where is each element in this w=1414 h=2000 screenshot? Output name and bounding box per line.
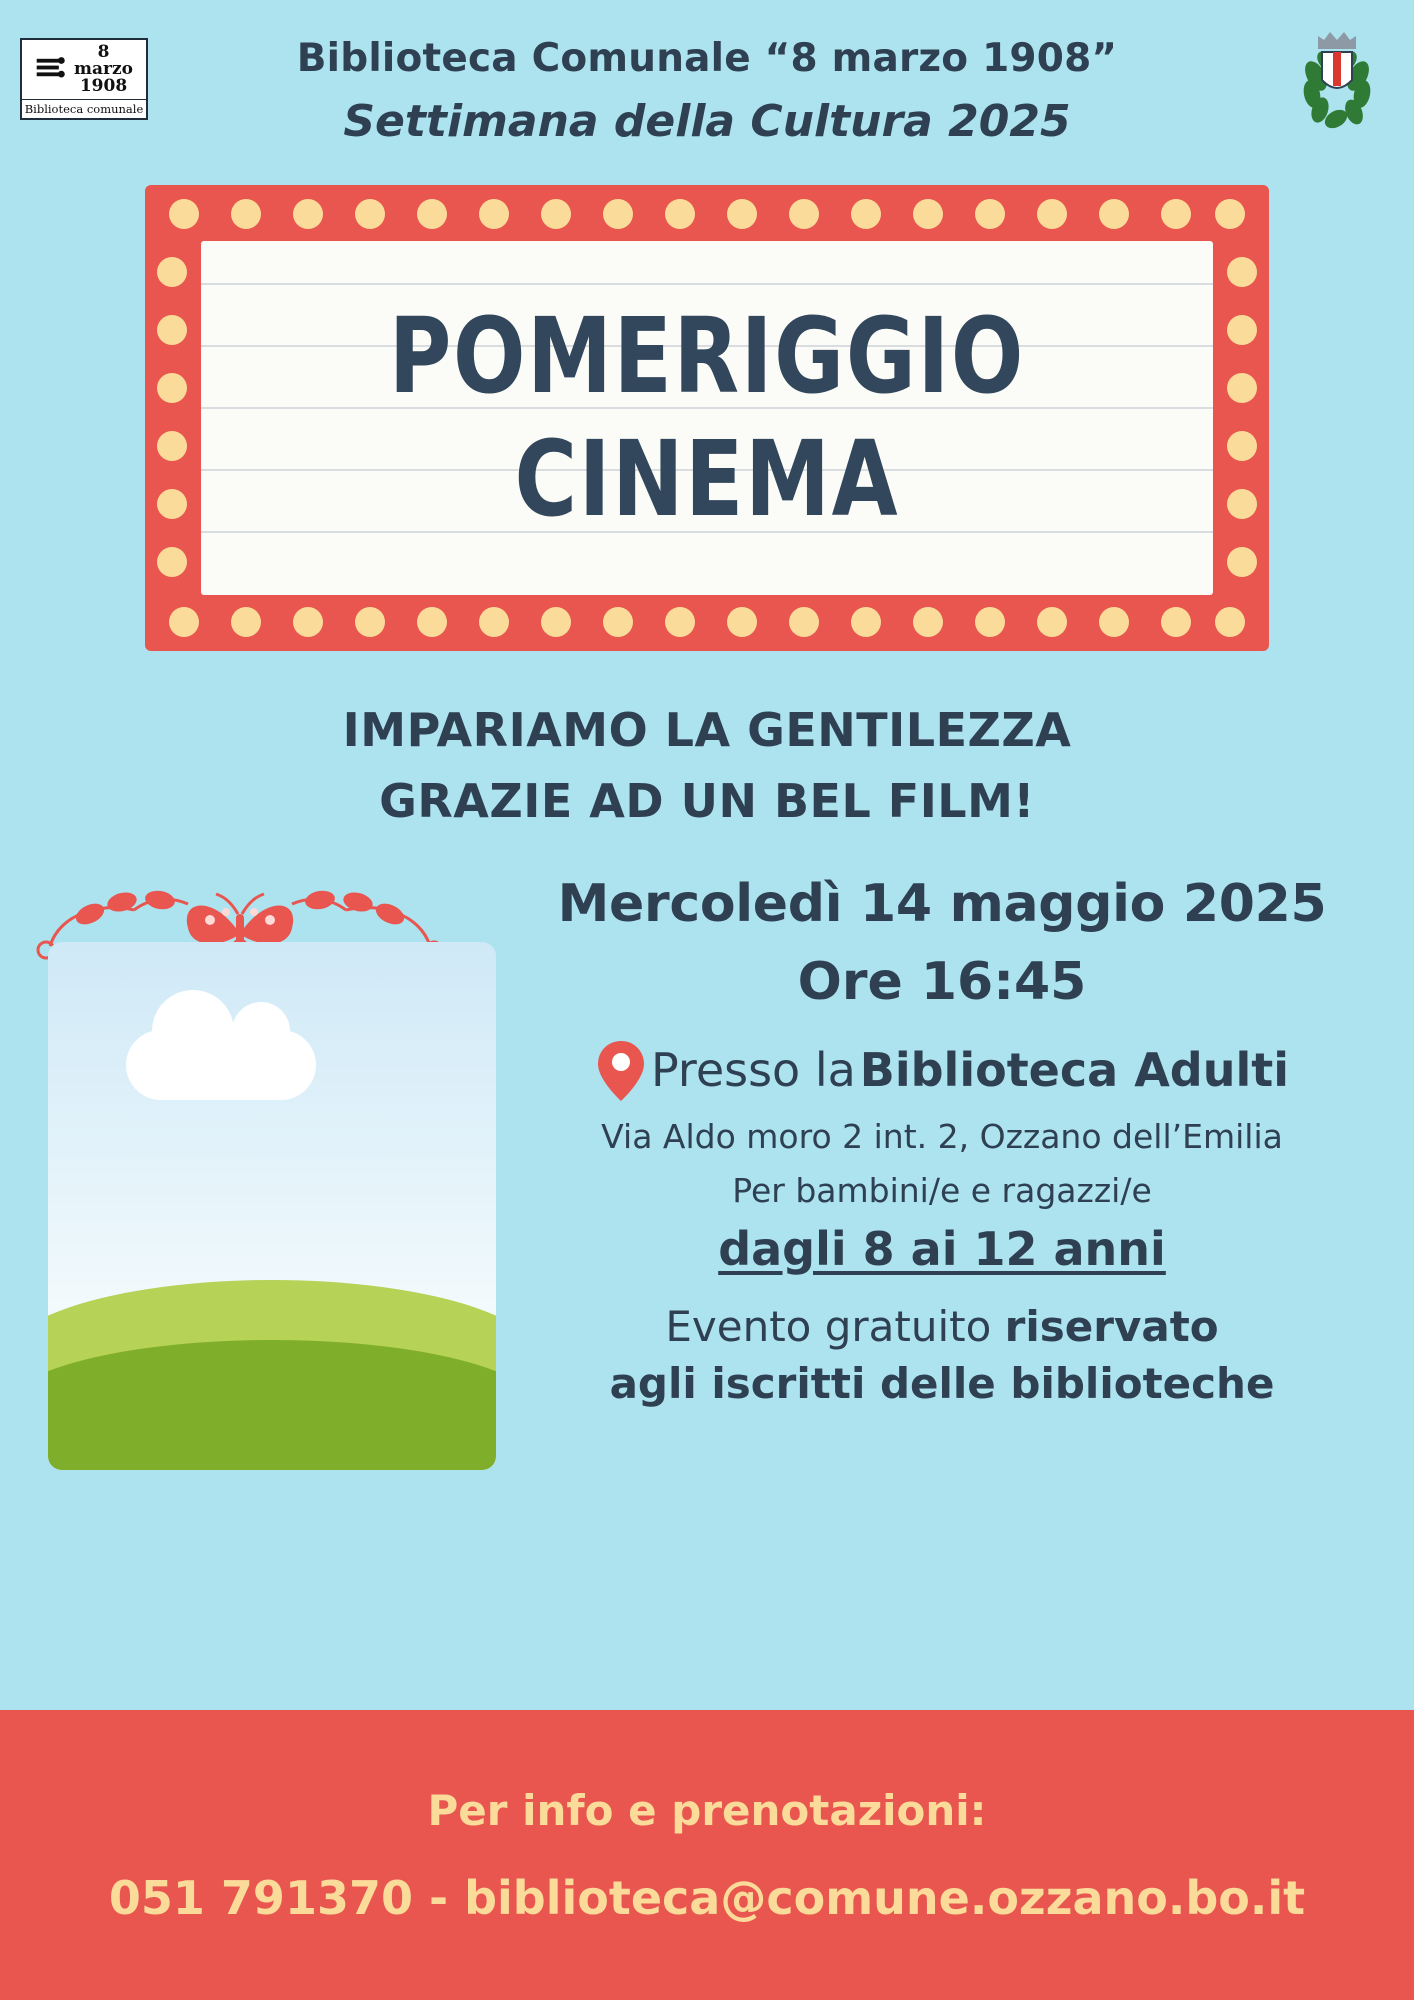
event-audience: Per bambini/e e ragazzi/e bbox=[732, 1170, 1152, 1210]
landscape-illustration bbox=[48, 942, 496, 1470]
event-place-name: Biblioteca Adulti bbox=[859, 1043, 1290, 1098]
marquee-line-2: CINEMA bbox=[514, 418, 900, 541]
book-stack-icon bbox=[35, 52, 69, 86]
event-place bbox=[500, 1038, 1384, 1104]
library-logo-row bbox=[35, 41, 133, 97]
event-place-prefix: Presso la bbox=[650, 1043, 856, 1098]
event-free-note-normal: Evento gratuito bbox=[665, 1301, 1005, 1351]
tagline bbox=[0, 695, 1414, 838]
event-details bbox=[500, 874, 1384, 1408]
tagline-line-2: GRAZIE AD UN BEL FILM! bbox=[379, 774, 1035, 829]
event-date: Mercoledì 14 maggio 2025 bbox=[557, 873, 1327, 934]
page-subtitle: Settimana della Cultura 2025 bbox=[343, 96, 1071, 148]
event-free-note-line-2: agli iscritti delle biblioteche bbox=[609, 1358, 1275, 1408]
poster-header bbox=[0, 0, 1414, 147]
marquee-sign bbox=[145, 185, 1269, 651]
library-logo-date: 8 marzo 1908 bbox=[74, 41, 133, 97]
event-free-note-line-1 bbox=[500, 1302, 1384, 1351]
contact-details[interactable]: 051 791370 - biblioteca@comune.ozzano.bo.it bbox=[108, 1870, 1306, 1925]
marquee-text bbox=[389, 295, 1025, 540]
location-pin-icon bbox=[595, 1038, 647, 1104]
contact-label: Per info e prenotazioni: bbox=[427, 1785, 987, 1835]
page-title: Biblioteca Comunale “8 marzo 1908” bbox=[296, 36, 1118, 81]
event-section bbox=[0, 864, 1414, 1504]
tagline-line-1: IMPARIAMO LA GENTILEZZA bbox=[342, 703, 1072, 758]
cloud-shape bbox=[126, 1030, 316, 1100]
library-logo bbox=[20, 38, 148, 120]
hill-front-shape bbox=[48, 1340, 496, 1470]
event-age-range: dagli 8 ai 12 anni bbox=[718, 1221, 1166, 1276]
event-time: Ore 16:45 bbox=[797, 951, 1087, 1012]
library-logo-name: Biblioteca comunale bbox=[22, 99, 146, 116]
event-address: Via Aldo moro 2 int. 2, Ozzano dell’Emilia bbox=[601, 1116, 1283, 1156]
contact-footer bbox=[0, 1710, 1414, 2000]
municipality-crest-icon bbox=[1294, 20, 1380, 130]
marquee-line-1: POMERIGGIO bbox=[388, 295, 1026, 418]
marquee-screen bbox=[201, 241, 1213, 595]
event-free-note-bold: riservato bbox=[1004, 1301, 1219, 1351]
